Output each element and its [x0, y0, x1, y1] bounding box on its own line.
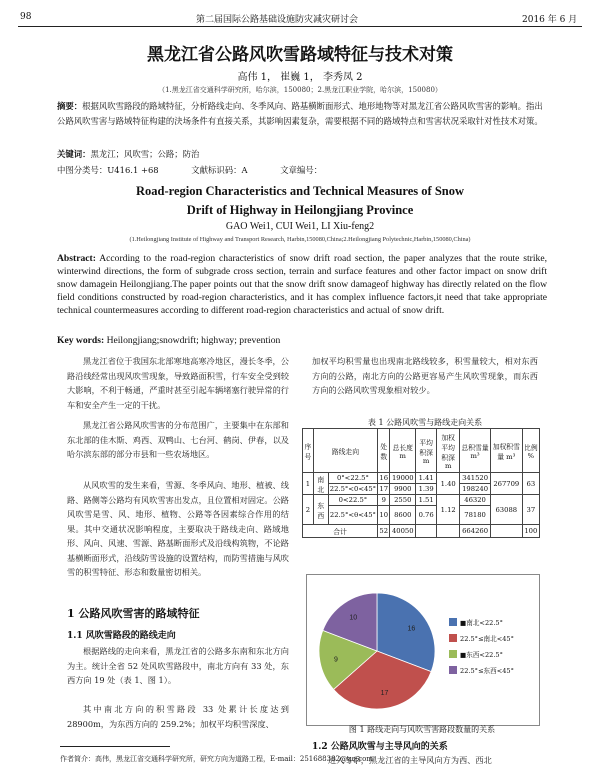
- table-cell: 1.41: [416, 473, 437, 484]
- table-cell: 东西: [313, 495, 328, 525]
- table-header-cell: 总长度 m: [390, 429, 416, 473]
- left-para-3: 从风吹雪的发生来看，雪源、冬季风向、地形、植被、线路、路侧等公路均有风吹雪害出发点，且位置相对固定。公路风吹雪是雪、风、地形、植物、公路等各因素综合作用的结果。其中交通状况影响程度，主要取决于路线走向、路域地形、风向、风速、雪源、路基断面形式及沿线构筑物，不论路基横断面形式，沿线防雪设施的设置结构，而防雪措施与风吹雪的积雪特征、形态和数量密切相关。: [67, 480, 289, 577]
- table-cell: 341520: [460, 473, 491, 484]
- table-cell: 63088: [490, 495, 522, 525]
- title-en-line2: Drift of Highway in Heilongjiang Province: [186, 203, 414, 217]
- table-header-cell: 比例 %: [522, 429, 539, 473]
- table-cell: 1.40: [437, 473, 460, 495]
- subsection-1-1-heading: 1.1 风吹雪路段的路线走向: [67, 631, 176, 641]
- header-rule: [18, 26, 582, 27]
- legend-item: [449, 617, 514, 627]
- table-header-cell: 总积雪量 m³: [460, 429, 491, 473]
- legend-label: 22.5°≤东西<45°: [460, 667, 514, 675]
- table-cell: 0°<22.5°: [328, 473, 377, 484]
- legend-label: ■南北<22.5°: [460, 619, 503, 627]
- pie-chart: [307, 575, 447, 725]
- table-cell: 37: [522, 495, 539, 525]
- table-cell: 664260: [460, 525, 491, 538]
- table-1: [302, 428, 540, 538]
- legend-item: [449, 665, 514, 675]
- doc-code-value: A: [241, 165, 248, 175]
- abstract-en: [57, 252, 547, 317]
- abstract-cn: [57, 99, 547, 129]
- keywords-en: [57, 334, 547, 347]
- table-header-cell: 处数: [378, 429, 390, 473]
- clc-label: 中图分类号：: [57, 165, 108, 175]
- table-cell: 22.5°<0<45°: [329, 485, 377, 493]
- keywords-cn-text: 黑龙江；风吹雪；公路；防治: [90, 149, 200, 159]
- section-1-heading: 1 公路风吹雪害的路域特征: [67, 607, 200, 620]
- table-cell: 52: [378, 525, 390, 538]
- table-total-label: 合计: [303, 525, 378, 538]
- keywords-en-text: Heilongjiang;snowdrift; highway; prevention: [104, 335, 281, 346]
- legend-item: [449, 649, 514, 659]
- classification-line: [57, 163, 547, 178]
- table-cell: 17: [379, 485, 389, 493]
- table-cell: 100: [522, 525, 539, 538]
- pie-slice-label-0: 16: [407, 625, 416, 633]
- authors-cn: 高伟 1， 崔巍 1， 李秀凤 2: [237, 72, 363, 83]
- keywords-cn: [57, 147, 547, 162]
- authors-en: GAO Wei1, CUI Wei1, LI Xiu-feng2: [225, 221, 375, 232]
- legend-label: ■东西<22.5°: [460, 651, 503, 659]
- doc-code-label: 文献标识码：: [191, 165, 242, 175]
- table-cell: 19000: [390, 473, 416, 484]
- table-cell: 1: [303, 473, 314, 495]
- table-cell: [490, 525, 522, 538]
- abstract-cn-label: 摘要：: [57, 101, 83, 111]
- table-cell: 10: [378, 506, 390, 525]
- pie-slice-label-2: 9: [333, 656, 338, 664]
- left-para-1: 黑龙江省位于我国东北部寒地高寒冷地区，漫长冬季，公路沿线经常出现风吹雪现象，导致路面积雪，行车安全受到较大影响，不利于畅通，严重时甚至引起车辆堵塞行驶异常的行车和安全产生一定的干扰。: [67, 356, 289, 410]
- table-cell: 2550: [390, 495, 416, 506]
- table-cell: 0<22.5°: [328, 495, 377, 506]
- footnote: 作者简介：高伟，黑龙江省交通科学研究所，研究方向为道路工程，E-mail：251688382@qq.com: [60, 755, 373, 763]
- affiliation-en: (1.Heilongjiang Institute of Highway and Transport Research, Harbin,150080,China;2.Heilongjiang Polytechnic,Harbin,150080,China): [129, 236, 471, 243]
- legend-swatch: [449, 666, 457, 674]
- keywords-cn-label: 关键词：: [57, 149, 91, 159]
- article-no-label: 文章编号：: [280, 165, 323, 175]
- table-cell: 0.76: [416, 506, 437, 525]
- legend-item: [449, 633, 514, 643]
- figure-1-caption: 图 1 路线走向与风吹雪害路段数量的关系: [348, 725, 496, 734]
- left-para-5: 其中南北方向的积雪路段 33 处累计长度达到 28900m，为东西方向的 259.2%；加权平均积雪深度、: [67, 704, 289, 729]
- legend-swatch: [449, 634, 457, 642]
- figure-1-frame: [306, 574, 540, 726]
- legend-swatch: [449, 650, 457, 658]
- abstract-en-text: According to the road-region characteristics of snow drift road section, the paper analyzes that the route strike, winterwind directions, the form of subgrade cross section, terrain and surface features and other factor impact on snow drift snow damagein Heilongjiang.The paper points out that the snow drift snow damageof highway has directly related on the flow field conditions constructed by road-region characteristics, and it has complex influence factors,it need that take appropriate technical countermeasures according to different road-region characteristics and actual of snow drift.: [57, 253, 547, 316]
- keywords-en-label: Key words:: [57, 335, 105, 346]
- table-cell: 1.39: [416, 484, 437, 495]
- title-cn: 黑龙江省公路风吹雪路域特征与技术对策: [147, 45, 453, 65]
- pie-slice-label-1: 17: [380, 690, 389, 698]
- table-header-cell: 路线走向: [313, 429, 377, 473]
- left-para-2: 黑龙江省公路风吹雪害的分布范围广，主要集中在东部和东北部的佳木斯、鸡西、双鸭山、七台河、鹤岗、伊春，以及哈尔滨东部的部分市县和一些农场地区。: [67, 420, 289, 459]
- table-header-cell: 加权平均积深 m: [437, 429, 460, 473]
- affiliation-cn: （1.黑龙江省交通科学研究所，哈尔滨，150080；2.黑龙江职业学院，哈尔滨，150080）: [158, 86, 442, 94]
- table-header-cell: 加权积雪量 m³: [490, 429, 522, 473]
- table-cell: 40050: [390, 525, 416, 538]
- table-cell: [416, 525, 437, 538]
- pie-legend: [449, 617, 514, 681]
- table-cell: 267709: [490, 473, 522, 495]
- table-header-cell: 平均积深 m: [416, 429, 437, 473]
- table-cell: 9: [378, 495, 390, 506]
- table-cell: 1.51: [416, 495, 437, 506]
- table-cell: 2: [303, 495, 314, 525]
- table-cell: 22.5°<θ<45°: [328, 506, 377, 525]
- table-cell: 南北: [313, 473, 328, 495]
- subsection-1-2-heading: 1.2 公路风吹雪与主导风向的关系: [312, 742, 448, 752]
- footnote-rule: [60, 746, 170, 747]
- journal-name: 第二届国际公路基础设施防灾减灾研讨会: [196, 15, 359, 25]
- right-para-1: 加权平均积雪量也出现南北路线较多，积雪量较大，相对东西方向的公路，南北方向的公路更容易产生风吹雪现象，而东西方向的公路风吹雪现象相对较少。: [312, 356, 538, 395]
- table-cell: 198240: [460, 484, 491, 495]
- table-cell: 46320: [460, 495, 491, 506]
- left-para-4: 根据路线的走向来看，黑龙江省的公路多东南和东北方向为主。统计全省 52 处风吹雪路段中，南北方向有 33 处，东西方向 19 处（表 1、图 1）。: [67, 646, 289, 685]
- abstract-cn-text: 根据风吹雪路段的路域特征，分析路线走向、冬季风向、路基横断面形式、地形地物等对黑龙江省公路风吹雪害的影响。指出公路风吹雪害与路域特征构建的決场条件有直接关系，其影响因素复杂，需要根据不同的路域特点和雪害状况采取针对性技术对策。: [57, 101, 543, 126]
- table-cell: 63: [522, 473, 539, 495]
- table-cell: 8600: [390, 506, 416, 525]
- table-cell: 9900: [390, 484, 416, 495]
- abstract-en-label: Abstract:: [57, 253, 96, 264]
- right-para-2: 进入冬季，黑龙江省的主导风向方为西、西北: [328, 755, 492, 765]
- table-cell: 16: [379, 474, 389, 482]
- legend-label: 22.5°≤南北<45°: [460, 635, 514, 643]
- pie-slice-label-3: 10: [349, 614, 358, 622]
- table-1-caption: 表 1 公路风吹雪与路线走向关系: [367, 418, 483, 427]
- title-en-line1: Road-region Characteristics and Technical Measures of Snow: [135, 184, 464, 198]
- legend-swatch: [449, 618, 457, 626]
- issue-date: 2016 年 6 月: [522, 15, 578, 25]
- table-header-cell: 序号: [303, 429, 314, 473]
- table-cell: [437, 525, 460, 538]
- table-cell: 1.12: [437, 495, 460, 525]
- clc-value: U416.1 +68: [107, 165, 159, 175]
- page-number: 98: [20, 12, 32, 22]
- table-cell: 78180: [460, 506, 491, 525]
